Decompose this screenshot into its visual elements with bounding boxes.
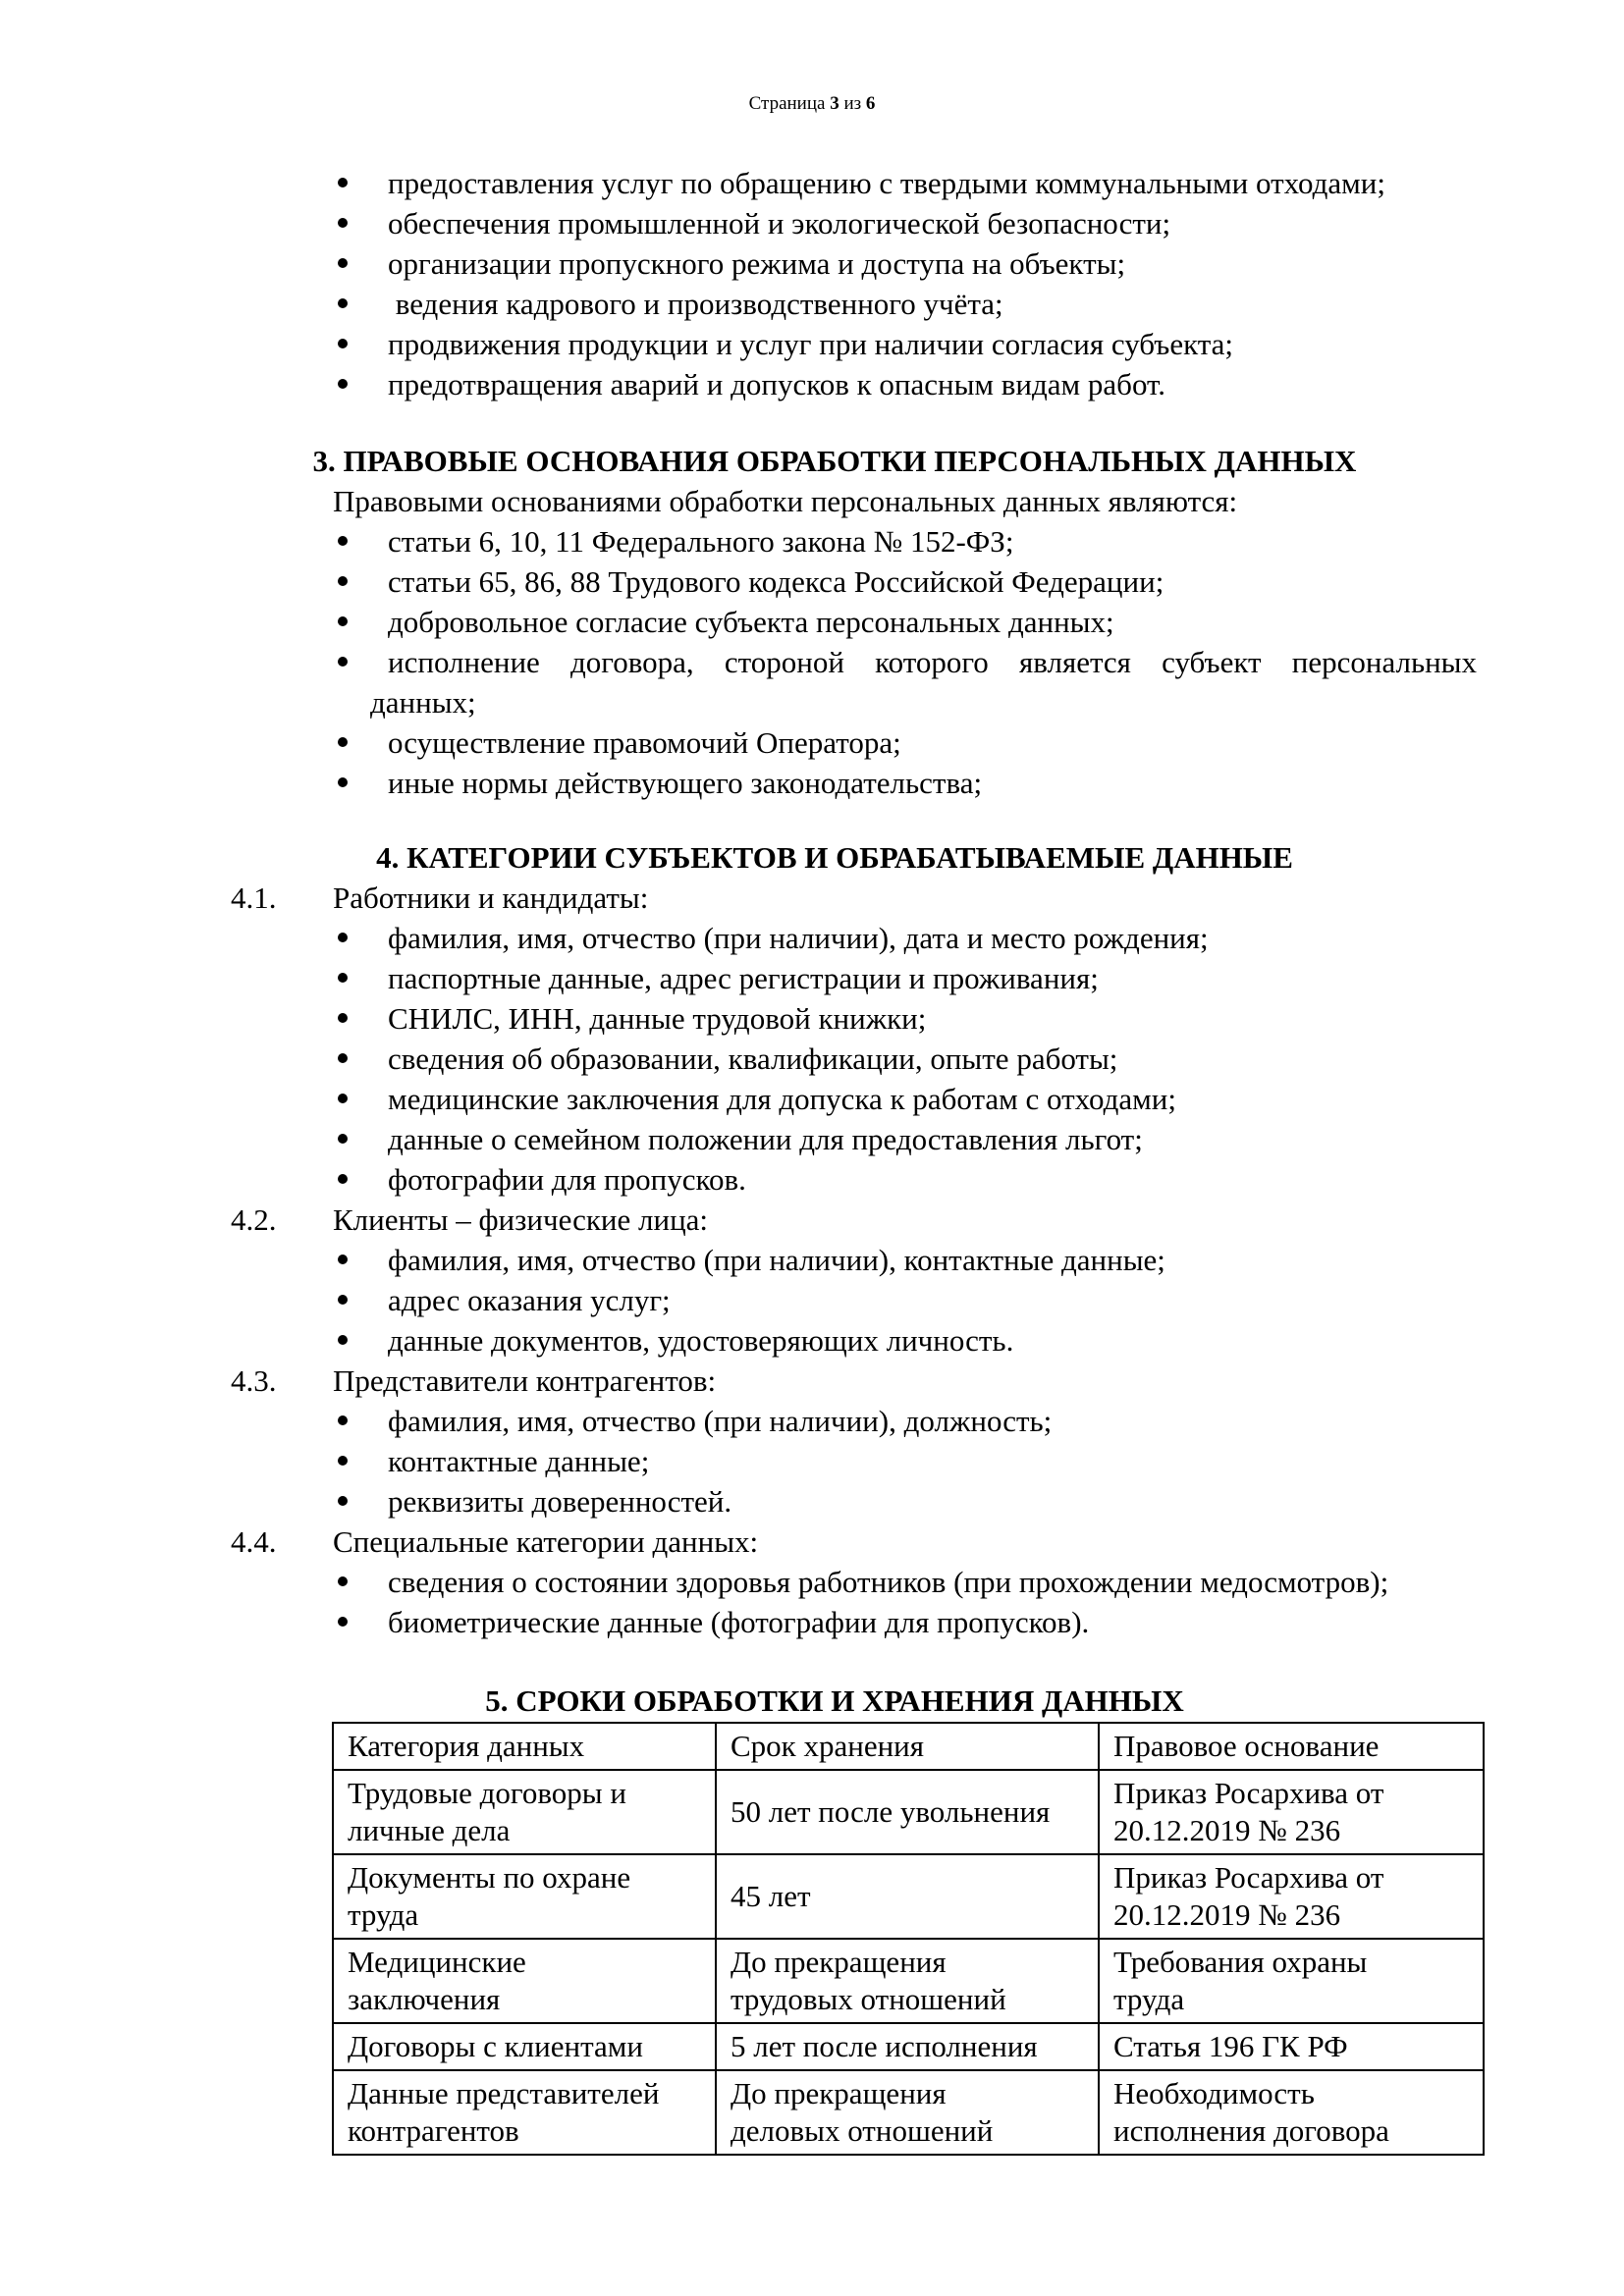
page-header xyxy=(0,92,1624,116)
cell-line: контрагентов xyxy=(348,2113,519,2148)
legal-basis-list xyxy=(0,521,1624,803)
table-cell xyxy=(1099,2023,1484,2070)
table-cell xyxy=(1099,2070,1484,2155)
table-cell xyxy=(1099,1939,1484,2023)
subsection-label: Специальные категории данных: xyxy=(333,1524,759,1559)
section-4-title: 4. КАТЕГОРИИ СУБЪЕКТОВ И ОБРАБАТЫВАЕМЫЕ ДАННЫЕ xyxy=(376,840,1293,875)
cell-line: 50 лет после увольнения xyxy=(731,1794,1051,1829)
list-item: паспортные данные, адрес регистрации и проживания; xyxy=(388,958,1624,998)
special-data-list xyxy=(0,1562,1624,1642)
section-3-intro: Правовыми основаниями обработки персональных данных являются: xyxy=(333,484,1238,518)
cell-line: исполнения договора xyxy=(1113,2113,1389,2148)
employee-data-list xyxy=(0,918,1624,1200)
list-item: обеспечения промышленной и экологической безопасности; xyxy=(388,203,1624,243)
table-row xyxy=(333,1939,1484,2023)
page-header-middle: из xyxy=(839,93,866,114)
purposes-list xyxy=(0,163,1624,404)
table-cell xyxy=(716,1939,1099,2023)
subsection-number: 4.2. xyxy=(231,1202,277,1237)
list-item: фотографии для пропусков. xyxy=(388,1159,1624,1200)
cell-line: 20.12.2019 № 236 xyxy=(1113,1813,1341,1847)
subsection-label: Представители контрагентов: xyxy=(333,1363,717,1398)
section-5-title: 5. СРОКИ ОБРАБОТКИ И ХРАНЕНИЯ ДАННЫХ xyxy=(485,1683,1184,1718)
list-item: статьи 65, 86, 88 Трудового кодекса Российской Федерации; xyxy=(388,561,1477,602)
table-cell xyxy=(333,1939,716,2023)
table-header-row xyxy=(333,1723,1484,1770)
table-cell xyxy=(333,1854,716,1939)
subsection-number: 4.1. xyxy=(231,881,277,915)
table-row xyxy=(333,2023,1484,2070)
list-item: реквизиты доверенностей. xyxy=(388,1481,1624,1522)
list-item: адрес оказания услуг; xyxy=(388,1280,1624,1320)
list-item: предотвращения аварий и допусков к опасным видам работ. xyxy=(388,364,1624,404)
cell-line: 5 лет после исполнения xyxy=(731,2029,1038,2063)
cell-line: Медицинские xyxy=(348,1945,526,1979)
table-row xyxy=(333,2070,1484,2155)
table-row xyxy=(333,1854,1484,1939)
subsection-number: 4.4. xyxy=(231,1524,277,1559)
list-item: СНИЛС, ИНН, данные трудовой книжки; xyxy=(388,998,1624,1039)
list-item: фамилия, имя, отчество (при наличии), контактные данные; xyxy=(388,1240,1624,1280)
subsection-label: Клиенты – физические лица: xyxy=(333,1202,709,1237)
list-item-line: исполнение договора, стороной которого является субъект персональных xyxy=(388,645,1477,679)
list-item: сведения о состоянии здоровья работников (при прохождении медосмотров); xyxy=(388,1562,1624,1602)
list-item: ведения кадрового и производственного учёта; xyxy=(388,284,1624,324)
table-cell xyxy=(716,2070,1099,2155)
cell-line: труда xyxy=(1113,1982,1185,2016)
cell-line: Приказ Росархива от xyxy=(1113,1860,1384,1895)
list-item: медицинские заключения для допуска к работам с отходами; xyxy=(388,1079,1624,1119)
list-item: продвижения продукции и услуг при наличии согласия субъекта; xyxy=(388,324,1624,364)
cell-line: личные дела xyxy=(348,1813,511,1847)
client-data-list xyxy=(0,1240,1624,1361)
table-cell xyxy=(716,1854,1099,1939)
cell-line: Приказ Росархива от xyxy=(1113,1776,1384,1810)
cell-line: труда xyxy=(348,1897,419,1932)
cell-line: деловых отношений xyxy=(731,2113,994,2148)
cell-line: До прекращения xyxy=(731,1945,947,1979)
section-3-title: 3. ПРАВОВЫЕ ОСНОВАНИЯ ОБРАБОТКИ ПЕРСОНАЛЬНЫХ ДАННЫХ xyxy=(312,444,1357,478)
table-cell xyxy=(716,2023,1099,2070)
cell-line: заключения xyxy=(348,1982,501,2016)
list-item: добровольное согласие субъекта персональных данных; xyxy=(388,602,1477,642)
page-header-prefix: Страница xyxy=(748,93,831,114)
list-item: фамилия, имя, отчество (при наличии), дата и место рождения; xyxy=(388,918,1624,958)
list-item: контактные данные; xyxy=(388,1441,1624,1481)
cell-line: Необходимость xyxy=(1113,2076,1315,2110)
table-cell xyxy=(333,2023,716,2070)
cell-line: Требования охраны xyxy=(1113,1945,1368,1979)
list-item-line: данных; xyxy=(370,685,476,720)
table-cell xyxy=(1099,1854,1484,1939)
table-header-cell: Правовое основание xyxy=(1099,1723,1484,1770)
cell-line: 45 лет xyxy=(731,1879,811,1913)
cell-line: Документы по охране xyxy=(348,1860,631,1895)
list-item: статьи 6, 10, 11 Федерального закона № 152-ФЗ; xyxy=(388,521,1477,561)
cell-line: До прекращения xyxy=(731,2076,947,2110)
table-header-cell: Категория данных xyxy=(333,1723,716,1770)
page-total-number: 6 xyxy=(865,93,876,114)
table-cell xyxy=(333,1770,716,1854)
list-item: биометрические данные (фотографии для пропусков). xyxy=(388,1602,1624,1642)
counterparty-data-list xyxy=(0,1401,1624,1522)
list-item: иные нормы действующего законодательства; xyxy=(388,763,1477,803)
list-item: фамилия, имя, отчество (при наличии), должность; xyxy=(388,1401,1624,1441)
cell-line: Статья 196 ГК РФ xyxy=(1113,2029,1348,2063)
cell-line: трудовых отношений xyxy=(731,1982,1006,2016)
page-current-number: 3 xyxy=(830,93,839,114)
table-cell xyxy=(716,1770,1099,1854)
cell-line: 20.12.2019 № 236 xyxy=(1113,1897,1341,1932)
cell-line: Данные представителей xyxy=(348,2076,660,2110)
list-item: сведения об образовании, квалификации, опыте работы; xyxy=(388,1039,1624,1079)
table-row xyxy=(333,1770,1484,1854)
list-item: осуществление правомочий Оператора; xyxy=(388,722,1477,763)
list-item xyxy=(370,642,1477,722)
subsection-label: Работники и кандидаты: xyxy=(333,881,649,915)
table-cell xyxy=(1099,1770,1484,1854)
table-header-cell: Срок хранения xyxy=(716,1723,1099,1770)
list-item: данные документов, удостоверяющих личность. xyxy=(388,1320,1624,1361)
retention-table xyxy=(332,1722,1485,2156)
list-item: предоставления услуг по обращению с твердыми коммунальными отходами; xyxy=(388,163,1624,203)
list-item: данные о семейном положении для предоставления льгот; xyxy=(388,1119,1624,1159)
cell-line: Трудовые договоры и xyxy=(348,1776,626,1810)
list-item: организации пропускного режима и доступа на объекты; xyxy=(388,243,1624,284)
cell-line: Договоры с клиентами xyxy=(348,2029,643,2063)
table-cell xyxy=(333,2070,716,2155)
subsection-number: 4.3. xyxy=(231,1363,277,1398)
